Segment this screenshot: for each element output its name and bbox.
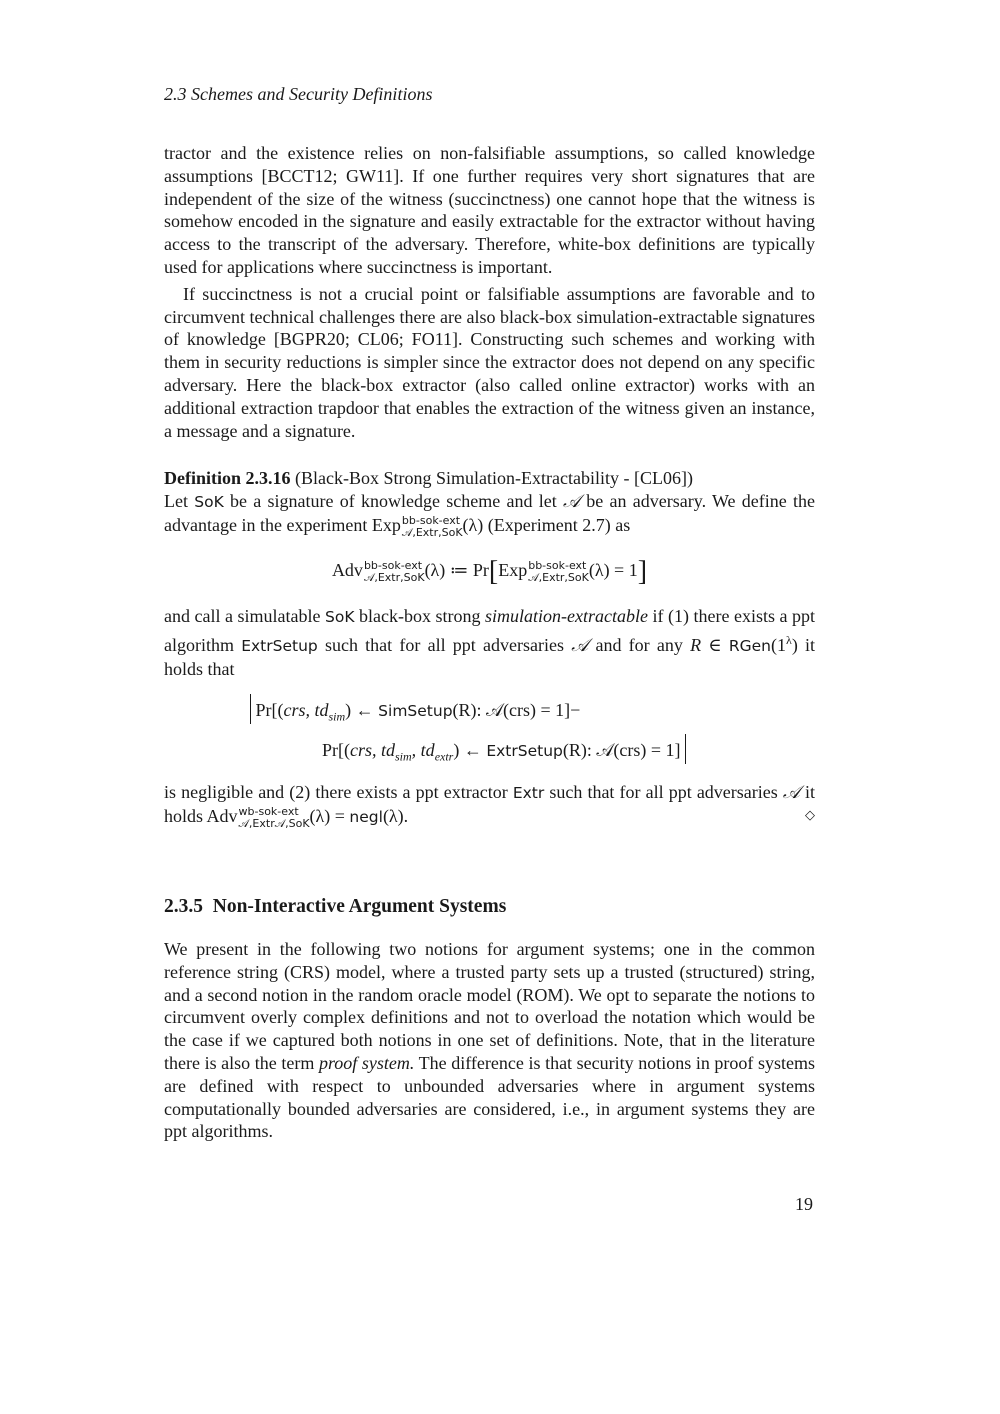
equation-line-1	[250, 694, 580, 725]
text: be an adversary. We define	[586, 490, 787, 511]
paragraph: tractor and the existence relies on non-falsifiable assumptions, so called knowledge assumptions [BCCT12; GW11]. If one further requires very short signatures that are independent of the size of the witness (succinctness) one cannot hope that the witness is somehow encoded in the signature and easily extractable for the extractor without having access to the transcript of the adversary. Therefore, white-box definitions are typically used for applications where succinctness is important.	[164, 143, 815, 277]
adv-wb-scripts	[239, 806, 310, 829]
text: crs, td	[283, 700, 329, 720]
page-number: 19	[795, 1194, 813, 1214]
text: the advantage in the experiment Exp	[164, 490, 816, 535]
rgen-symbol: RGen	[728, 636, 771, 655]
adv-scripts	[364, 560, 425, 583]
extr-symbol: Extr	[512, 784, 545, 802]
text: and for any	[595, 634, 683, 655]
emphasized-term: simulation-extractable	[485, 606, 648, 626]
exp-scripts	[528, 560, 589, 583]
definition-continuation	[164, 605, 815, 680]
adversary-symbol: 𝒜	[562, 490, 581, 512]
left-bracket: [	[488, 556, 499, 587]
section-title: Non-Interactive Argument Systems	[212, 896, 507, 917]
superscript: wb-sok-ext	[238, 804, 299, 818]
subscript: extr	[434, 749, 454, 764]
abs-bar-right	[685, 734, 686, 764]
abs-bar-left	[250, 694, 251, 724]
subscript: sim	[328, 709, 346, 724]
definition-title: (Black-Box Strong Simulation-Extractability - [CL06])	[295, 468, 693, 488]
superscript: λ	[785, 632, 792, 647]
subscript: 𝒜,Extr,SoK	[363, 571, 425, 584]
superscript: bb-sok-ext	[363, 559, 423, 572]
subscript: 𝒜,Extr𝒜,SoK	[238, 816, 310, 830]
text: ) it holds that	[164, 634, 816, 679]
text: R ∈	[690, 634, 722, 655]
text: (λ).	[382, 805, 409, 826]
emphasized-term: proof system.	[318, 1052, 415, 1073]
definition-text	[164, 490, 815, 538]
simsetup-symbol: SimSetup	[378, 702, 453, 720]
text: such that for all ppt adversaries	[549, 782, 778, 802]
text: Pr[(	[322, 740, 350, 760]
sok-symbol: SoK	[325, 608, 355, 626]
text: if (1) there exists a ppt algorithm	[164, 606, 816, 655]
definition-tail	[164, 781, 815, 829]
section-number: 2.3.5	[164, 896, 203, 917]
right-bracket: ]	[637, 556, 648, 587]
running-header: 2.3 Schemes and Security Definitions	[164, 84, 433, 104]
superscript: bb-sok-ext	[528, 559, 587, 572]
intro-paragraphs	[164, 142, 815, 442]
text: crs, td	[350, 740, 395, 760]
paragraph: If succinctness is not a crucial point or falsifiable assumptions are favorable and to circumvent technical challenges there are also black-box simulation-extractable signatures of knowledge [BGPR20; CL06; FO11]. Constructing such schemes and working with them in security reductions is simpler since the extractor does not depend on any specific adversary. Here the black-box extractor (also called online extractor) works with an additional extraction trapdoor that enables the extraction of the witness given an instance, a message and a signature.	[164, 283, 815, 441]
superscript: bb-sok-ext	[401, 513, 461, 527]
text: ) ←	[453, 740, 482, 760]
subscript: 𝒜,Extr,SoK	[528, 571, 589, 584]
text: be a signature of knowledge scheme and let	[230, 490, 557, 511]
exp-scripts	[402, 515, 463, 538]
text: Pr[(	[255, 700, 284, 720]
equation-line-2	[322, 734, 686, 765]
end-of-definition-mark: ◇	[805, 807, 815, 823]
text: (1	[770, 634, 786, 655]
section-body	[164, 938, 815, 1143]
text: (λ) (Experiment 2.7) as	[462, 514, 631, 535]
text: it holds Adv	[164, 782, 816, 826]
text: (R): 𝒜(crs) = 1]−	[452, 700, 581, 720]
text: (λ) ≔ Pr	[424, 560, 489, 580]
text: (λ) = 1	[588, 560, 638, 580]
adversary-symbol: 𝒜	[571, 634, 589, 656]
definition-heading	[164, 467, 815, 490]
text: (λ) =	[309, 805, 345, 826]
paragraph	[164, 781, 815, 829]
text: black-box strong	[359, 606, 481, 626]
text: ) ←	[345, 700, 374, 720]
text: is negligible and (2) there exists a ppt extractor	[164, 782, 508, 802]
extrsetup-symbol: ExtrSetup	[486, 742, 563, 760]
text: Let	[164, 490, 188, 511]
paragraph	[164, 605, 815, 680]
definition-block	[164, 467, 815, 538]
text: and call a simulatable	[164, 606, 321, 626]
text: The difference is that security notions in proof systems are defined with respect to unbounded adversaries where in argument systems computationally bounded adversaries are considered, i.e., in argument systems they are ppt algorithms.	[164, 1052, 816, 1142]
adversary-symbol: 𝒜	[782, 782, 800, 803]
text: (R): 𝒜(crs) = 1]	[562, 740, 681, 760]
section-heading	[164, 896, 506, 918]
text: Adv	[331, 560, 363, 580]
sok-symbol: SoK	[194, 492, 224, 511]
paragraph	[164, 938, 815, 1143]
text: , td	[411, 740, 435, 760]
text: such that for all ppt adversaries	[324, 634, 564, 655]
subscript: sim	[395, 749, 412, 764]
definition-label: Definition 2.3.16	[164, 468, 291, 488]
text: Exp	[498, 560, 528, 580]
extrsetup-symbol: ExtrSetup	[241, 636, 318, 655]
text: We present in the following two notions for argument systems; one in the common reference string (CRS) model, where a trusted party sets up a trusted (structured) string, and a second notion in the random oracle model (ROM). We opt to separate the notions to circumvent overly complex definitions and not to overload the notation which would be the case if we captured both notions in one set of definitions. Note, that in the literature there is also the term	[164, 939, 815, 1073]
advantage-equation	[164, 558, 815, 586]
subscript: 𝒜,Extr,SoK	[401, 525, 463, 539]
negl-symbol: negl	[349, 807, 383, 826]
